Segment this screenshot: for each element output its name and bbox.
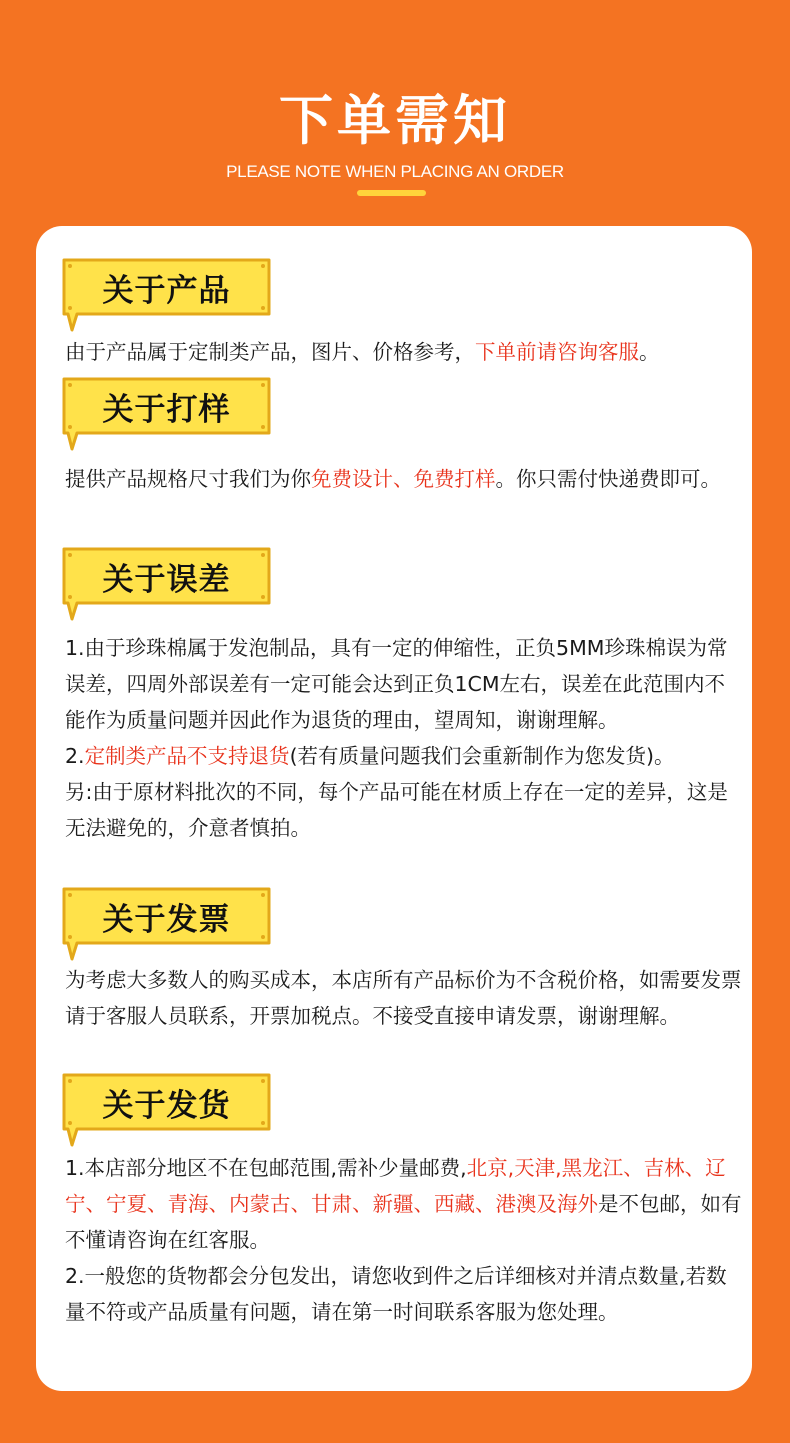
page-title: 下单需知 xyxy=(279,89,511,152)
text-run: (若有质量问题我们会重新制作为您发货)。 xyxy=(289,744,675,768)
paragraph xyxy=(65,461,745,497)
section-body xyxy=(65,334,745,370)
section-tag-label: 关于产品 xyxy=(102,272,231,309)
section-body xyxy=(65,461,745,497)
section-tag xyxy=(62,377,271,435)
section-tag-label: 关于误差 xyxy=(102,561,231,598)
highlight-text: 北京,天津,黑龙江、吉林、辽宁、宁夏、青海、内蒙古、甘肃、新疆、西藏、港澳及海外 xyxy=(65,1156,726,1216)
title-underline xyxy=(357,190,426,196)
section-body xyxy=(65,630,745,846)
highlight-text: 定制类产品不支持退货 xyxy=(84,744,290,768)
text-run: 。你只需付快递费即可。 xyxy=(495,467,721,491)
highlight-text: 下单前请咨询客服 xyxy=(475,340,639,364)
text-run: 由于产品属于定制类产品，图片、价格参考， xyxy=(65,340,475,364)
text-run: 。 xyxy=(639,340,660,364)
text-run: 2. xyxy=(65,744,85,768)
paragraph xyxy=(65,738,745,774)
page-subtitle: PLEASE NOTE WHEN PLACING AN ORDER xyxy=(226,162,564,181)
section-tag-label: 关于发票 xyxy=(102,901,231,938)
section-tag xyxy=(62,887,271,945)
section-tag xyxy=(62,547,271,605)
notice-card xyxy=(36,226,752,1391)
section-tag xyxy=(62,258,271,316)
paragraph xyxy=(65,1150,745,1258)
section-body xyxy=(65,1150,745,1330)
section-tag-label: 关于发货 xyxy=(102,1087,231,1124)
paragraph xyxy=(65,334,745,370)
section-body xyxy=(65,962,745,1034)
paragraph: 1.由于珍珠棉属于发泡制品，具有一定的伸缩性，正负5MM珍珠棉误为常误差，四周外部误差有一定可能会达到正负1CM左右，误差在此范围内不能作为质量问题并因此作为退货的理由，望周知，谢谢理解。 xyxy=(65,636,728,732)
paragraph: 2.一般您的货物都会分包发出，请您收到件之后详细核对并清点数量,若数量不符或产品质量有问题，请在第一时间联系客服为您处理。 xyxy=(65,1264,727,1324)
section-tag-label: 关于打样 xyxy=(102,391,231,428)
section-tag xyxy=(62,1073,271,1131)
paragraph: 另:由于原材料批次的不同，每个产品可能在材质上存在一定的差异，这是无法避免的，介意者慎拍。 xyxy=(65,780,728,840)
text-run: 1.本店部分地区不在包邮范围,需补少量邮费, xyxy=(65,1156,467,1180)
paragraph: 为考虑大多数人的购买成本，本店所有产品标价为不含税价格，如需要发票请于客服人员联系，开票加税点。不接受直接申请发票，谢谢理解。 xyxy=(65,968,742,1028)
text-run: 提供产品规格尺寸我们为你 xyxy=(65,467,311,491)
highlight-text: 免费设计、免费打样 xyxy=(311,467,496,491)
text-run: 是不包邮，如有不懂请咨询在红客服。 xyxy=(65,1192,742,1252)
